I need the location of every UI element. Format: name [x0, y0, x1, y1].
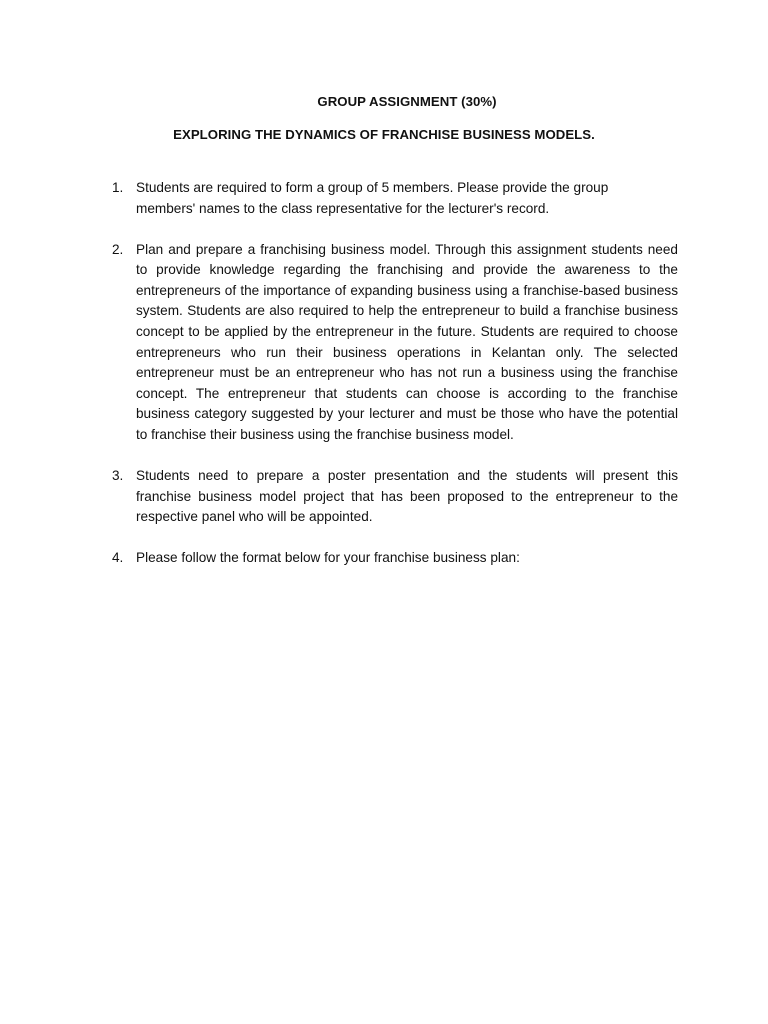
list-item-number: 3.	[112, 468, 124, 484]
list-item	[112, 240, 678, 446]
list-item-text: Please follow the format below for your franchise business plan:	[136, 550, 520, 566]
list-item-text: Plan and prepare a franchising business model. Through this assignment students need to provide knowledge regarding the franchising and provide the awareness to the entrepreneurs of the importance of expanding business using a franchise-based business system. Students are also required to help the entrepreneur to build a franchise business concept to be applied by the entrepreneur in the future. Students are required to choose entrepreneurs who run their business operations in Kelantan only. The selected entrepreneur must be an entrepreneur who has not run a business using the franchise concept. The entrepreneur that students can choose is according to the franchise business category suggested by your lecturer and must be those who have the potential to franchise their business using the franchise business model.	[136, 241, 678, 443]
list-item-number: 2.	[112, 241, 124, 257]
instruction-list	[112, 178, 678, 590]
assignment-subheading: EXPLORING THE DYNAMICS OF FRANCHISE BUSINESS MODELS.	[173, 127, 595, 142]
list-item-text: Students need to prepare a poster presentation and the students will present this franchise business model project that has been proposed to the entrepreneur to the respective panel who will be appointed.	[136, 468, 678, 525]
list-item-number: 1.	[112, 180, 124, 195]
list-item-text: Students are required to form a group of 5 members. Please provide the group members' names to the class representative for the lecturer's record.	[136, 180, 609, 216]
assignment-heading: GROUP ASSIGNMENT (30%)	[317, 94, 497, 109]
list-item-number: 4.	[112, 550, 124, 566]
list-item	[112, 466, 678, 528]
list-item	[112, 178, 678, 219]
list-item	[112, 548, 678, 569]
